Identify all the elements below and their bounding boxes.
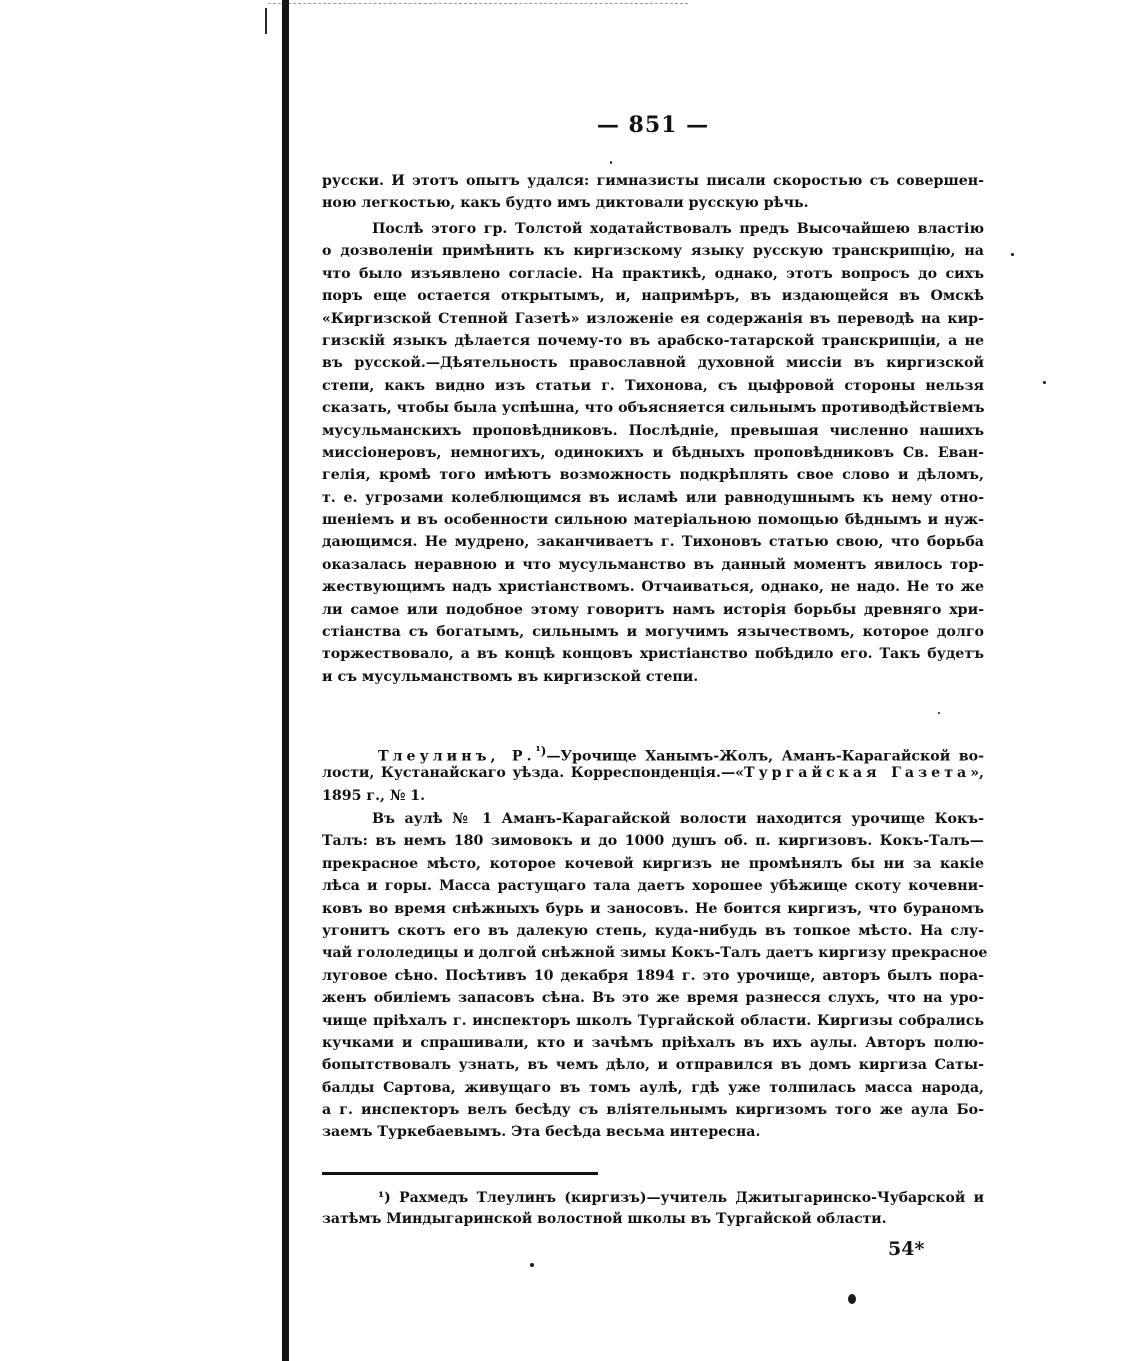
scan-speck [938,712,940,714]
text-line: стіанства съ богатымъ, сильнымъ и могучимъ язычествомъ, которое долго [322,624,984,641]
footnote-line: ¹) Рахмедъ Тлеулинъ (киргизъ)—учитель Джитыгаринско-Чубарской и [378,1190,984,1206]
entry-source: лости, Кустанайскаго уѣзда. Корреспонденція.—« [322,765,745,782]
footnote [322,1188,984,1230]
footnote-reference: ¹) [535,744,547,758]
text-line: мусульманскихъ проповѣдниковъ. Послѣдніе, превышая численно нашихъ [322,422,984,439]
scan-speck [848,1294,856,1304]
entry-issue: 1895 г., № 1. [322,787,426,804]
text-line: заемъ Туркебаевымъ. Эта бесѣда весьма интересна. [322,1124,761,1141]
text-line: гелія, кромѣ того имѣютъ возможность подкрѣплять свое слово и дѣломъ, [322,467,984,484]
text-line: бопытствовалъ узнать, въ чемъ дѣло, и отправился въ домъ киргиза Саты- [322,1057,984,1074]
entry-gazette-close: », [970,765,984,782]
text-line: угонитъ скотъ его въ далекую степь, куда-нибудь въ топкое мѣсто. На слу- [322,922,984,939]
text-line: ковъ во время снѣжныхъ бурь и заносовъ. Не боится киргизъ, что бураномъ [322,900,984,917]
text-line: «Киргизской Степной Газетѣ» изложеніе ея содержанія въ переводѣ на кир- [322,310,984,327]
text-line: чай гололедицы и долгой снѣжной зимы Кокъ-Талъ даетъ киргизу прекрасное [322,945,988,962]
text-line: сказать, чтобы была успѣшна, что объясняется сильнымъ противодѣйствіемъ [322,400,985,417]
text-line: кучками и спрашивали, кто и зачѣмъ пріѣхалъ въ ихъ аулы. Авторъ полю- [322,1034,984,1051]
text-line: въ русской.—Дѣятельность православной духовной миссіи въ киргизской [322,355,984,372]
binding-mark [265,8,267,34]
text-line: дающимся. Не мудрено, заканчиваетъ г. Тихоновъ статью свою, что борьба [322,534,984,551]
printer-signature-mark: 54* [888,1238,925,1260]
text-line: лѣса и горы. Масса растущаго тала даетъ хорошее убѣжище скоту кочевни- [322,878,984,895]
text-line: жествующимъ надъ христіанствомъ. Отчаиваться, однако, не надо. Не то же [322,579,984,596]
text-line: оказалась неравною и что мусульманство въ данный моментъ явилось тор- [322,556,984,573]
text-line: торжествовало, а въ концѣ концовъ христіанство побѣдило его. Такъ будетъ [322,646,984,663]
text-line: миссіонеровъ, немногихъ, одинокихъ и бѣдныхъ проповѣдниковъ Св. Еван- [322,444,984,461]
scan-speck [1011,253,1014,256]
text-line: что было изъявлено согласіе. На практикѣ, однако, этотъ вопросъ до сихъ [322,265,984,282]
footnote-line: затѣмъ Миндыгаринской волостной школы въ Тургайской области. [322,1211,887,1227]
text-line: чище пріѣхалъ г. инспекторъ школъ Тургайской области. Киргизы собрались [322,1012,984,1029]
text-line: балды Сартова, живущаго въ томъ аулѣ, гдѣ уже толпилась масса народа, [322,1079,984,1096]
entry-location: —Урочище Ханымъ-Жолъ, Аманъ-Карагайской во- [546,748,985,765]
text-line: прекрасное мѣсто, которое кочевой киргизъ не промѣнялъ бы ни за какіе [322,855,984,872]
entry-heading-line [322,740,985,765]
text-line: русски. И этотъ опытъ удался: гимназисты писали скоростью съ совершен- [322,173,984,189]
entry-source-line [322,762,984,784]
text-line: поръ еще остается открытымъ, и, напримѣръ, въ издающейся въ Омскѣ [322,288,984,305]
text-line: ли самое или подобное этому говоритъ намъ исторія борьбы древняго хри- [322,601,984,618]
entry-gazette: Тургайская Газета [744,765,971,782]
top-edge-rule [268,3,688,4]
footnote-separator [322,1172,598,1175]
paragraph-continuation [322,170,984,215]
text-line: т. е. угрозами колеблющимся въ исламѣ или равнодушнымъ къ нему отно- [322,489,984,506]
text-line: ною легкостью, какъ будто имъ диктовали русскую рѣчь. [322,195,809,212]
text-line: о дозволеніи примѣнить къ киргизскому языку русскую транскрипцію, на [322,243,984,260]
paragraph-kok-tal [322,808,988,1144]
text-line: Послѣ этого гр. Толстой ходатайствовалъ предъ Высочайшею властію [372,221,984,237]
paragraph-tolstoy [322,218,984,688]
text-line: Въ аулѣ № 1 Аманъ-Карагайской волости находится урочище Кокъ- [372,811,984,827]
text-line: луговое сѣно. Посѣтивъ 10 декабря 1894 г. это урочище, авторъ былъ пора- [322,967,984,984]
scan-speck [530,1263,534,1267]
text-line: степи, какъ видно изъ статьи г. Тихонова, съ цыфровой стороны нельзя [322,377,984,394]
scan-speck [610,161,612,164]
text-line: гизскій языкъ дѣлается почему-то въ арабско-татарской транскрипціи, а не [322,332,984,349]
text-line: а г. инспекторъ велъ бесѣду съ вліятельнымъ киргизомъ того же аула Бо- [322,1102,984,1119]
text-line: и съ мусульманствомъ въ киргизской степи. [322,668,699,685]
text-line: женъ обиліемъ запасовъ сѣна. Въ это же время разнесся слухъ, что на уро- [322,990,984,1007]
scan-speck [1043,381,1046,384]
binding-line [282,0,289,1361]
bibliographic-entry [322,740,984,807]
entry-author: Тлеулинъ, Р. [378,748,536,765]
text-line: шеніемъ и въ особенности сильною матеріальною помощью бѣднымъ и нуж- [322,512,984,529]
text-line: Талъ: въ немъ 180 зимовокъ и до 1000 душъ об. п. киргизовъ. Кокъ-Талъ— [322,833,984,850]
page-number: — 851 — [596,112,710,138]
